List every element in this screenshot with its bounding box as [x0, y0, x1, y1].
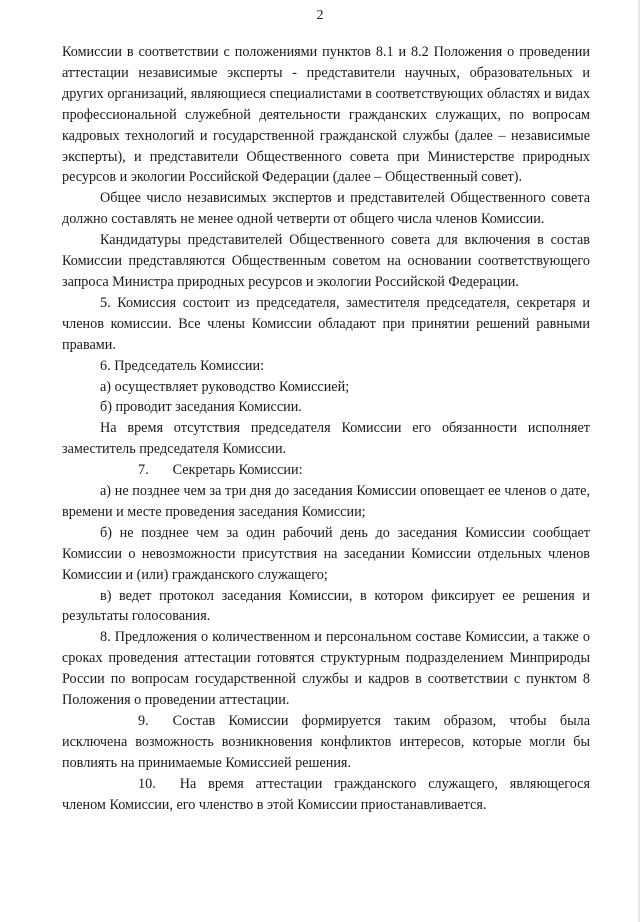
paragraph-item-6a: а) осуществляет руководство Комиссией; — [100, 378, 350, 395]
paragraph-item-7b: б) не позднее чем за один рабочий день до заседания Комиссии сообщает Комиссии о невозможности присутствия на заседании Комиссии отдельных членов Комиссии и (или) гражданского служащего; — [62, 524, 590, 583]
paragraph-council-candidates: Кандидатуры представителей Общественного совета для включения в состав Комиссии представляются Общественным советом на основании соответствующего запроса Министра природных ресурсов и экологии Российской Федерации. — [62, 232, 590, 290]
item-number: 7. — [138, 462, 149, 479]
item-text: Секретарь Комиссии: — [172, 462, 303, 479]
item-text: На время аттестации гражданского служащего, являющегося членом Комиссии, его членство в этой Комиссии приостанавливается. — [62, 775, 590, 813]
paragraph-experts-composition: Комиссии в соответствии с положениями пунктов 8.1 и 8.2 Положения о проведении аттестации независимые эксперты - представители научных, образовательных и других организаций, являющиеся специалистами в соответствующих областях и видах профессиональной служебной деятельности гражданских служащих, по вопросам кадровых технологий и государственной гражданской службы (далее – независимые эксперты), и представители Общественного совета при Министерстве природных ресурсов и экологии Российской Федерации (далее – Общественный совет). — [62, 44, 590, 186]
item-number: 10. — [138, 775, 156, 792]
paragraph-item-6: 6. Председатель Комиссии: — [100, 357, 265, 374]
item-number: 9. — [138, 713, 149, 729]
paragraph-item-7 — [62, 460, 590, 481]
paragraph-item-6b: б) проводит заседания Комиссии. — [100, 399, 302, 416]
paragraph-item-5: 5. Комиссия состоит из председателя, заместителя председателя, секретаря и членов комиссии. Все члены Комиссии обладают при принятии решений равными правами. — [62, 294, 590, 353]
item-text: Состав Комиссии формируется таким образом, чтобы была исключена возможность возникновения конфликтов интересов, которые могли бы повлиять на принимаемые Комиссией решения. — [62, 713, 590, 771]
paragraph-item-8: 8. Предложения о количественном и персональном составе Комиссии, а также о сроках проведения аттестации готовятся структурным подразделением Минприроды России по вопросам государственной службы и кадров в соответствии с пунктом 8 Положения о проведении аттестации. — [62, 629, 590, 709]
paragraph-item-7c: в) ведет протокол заседания Комиссии, в котором фиксирует ее решения и результаты голосования. — [62, 587, 590, 625]
page-number: 2 — [316, 8, 324, 23]
paragraph-item-7a: а) не позднее чем за три дня до заседания Комиссии оповещает ее членов о дате, времени и месте проведения заседания Комиссии; — [62, 483, 590, 520]
document-body — [62, 42, 590, 816]
paragraph-deputy-chair: На время отсутствия председателя Комиссии его обязанности исполняет заместитель председателя Комиссии. — [62, 420, 590, 458]
paragraph-item-10 — [62, 774, 590, 816]
paragraph-experts-share: Общее число независимых экспертов и представителей Общественного совета должно составлять не менее одной четверти от общего числа членов Комиссии. — [62, 190, 590, 228]
paragraph-item-9 — [62, 711, 590, 774]
